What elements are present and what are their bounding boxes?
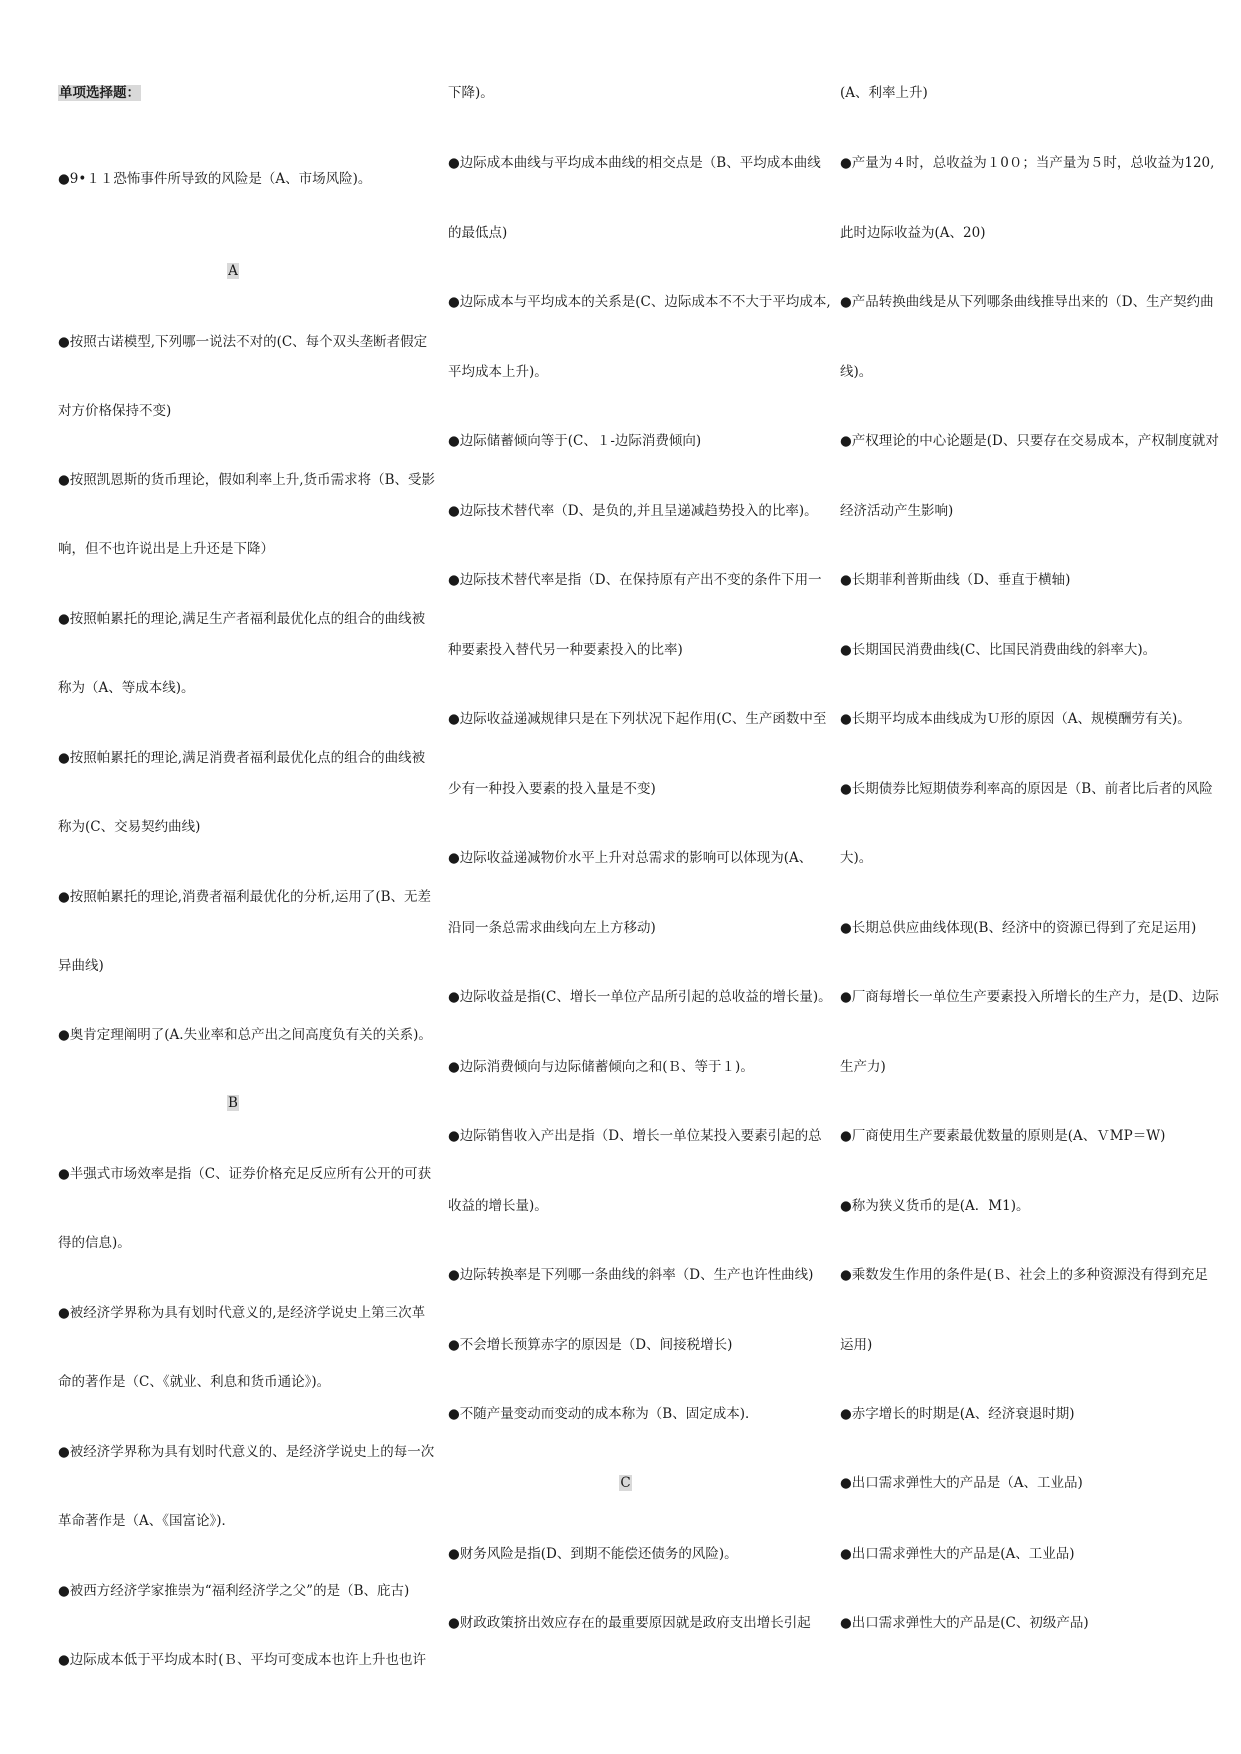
question-line: 称为(C、交易契约曲线): [58, 819, 201, 835]
question-line: ●边际技术替代率（D、是负的,并且呈递减趋势投入的比率)。: [448, 503, 818, 519]
question-line: ●按照帕累托的理论,消费者福利最优化的分析,运用了(B、无差: [58, 889, 432, 905]
question-line: ●被西方经济学家推崇为“福利经济学之父”的是（B、庇古): [58, 1583, 410, 1599]
question-line: ●长期菲利普斯曲线（D、垂直于横轴): [840, 572, 1071, 588]
question-line: 得的信息)。: [58, 1235, 131, 1251]
question-line: ●产品转换曲线是从下列哪条曲线推导出来的（D、生产契约曲: [840, 294, 1214, 310]
question-line: ●财务风险是指(D、到期不能偿还债务的风险)。: [448, 1546, 738, 1562]
section-heading-text: 单项选择题：: [59, 85, 140, 101]
question-line: ●边际成本与平均成本的关系是(C、边际成本不不大于平均成本,: [448, 294, 831, 310]
section-letter: [58, 1094, 408, 1112]
question-line: 此时边际收益为(A、20): [840, 225, 986, 241]
question-line: ●边际销售收入产出是指（D、增长一单位某投入要素引起的总: [448, 1128, 822, 1144]
question-line: ●按照帕累托的理论,满足生产者福利最优化点的组合的曲线被: [58, 611, 426, 627]
question-line: 对方价格保持不变): [58, 403, 172, 419]
question-line: 异曲线): [58, 958, 104, 974]
question-line: 命的著作是（C、《就业、利息和货币通论》)。: [58, 1374, 331, 1390]
question-line: ●产权理论的中心论题是(D、只要存在交易成本，产权制度就对: [840, 433, 1219, 449]
question-line: ●出口需求弹性大的产品是（A、工业品): [840, 1475, 1083, 1491]
question-line: ●厂商使用生产要素最优数量的原则是(A、ＶMP＝W): [840, 1128, 1166, 1144]
question-line: ●出口需求弹性大的产品是(A、工业品): [840, 1546, 1075, 1562]
question-line: ●厂商每增长一单位生产要素投入所增长的生产力，是(D、边际: [840, 989, 1219, 1005]
question-line: ●不会增长预算赤字的原因是（D、间接税增长): [448, 1337, 733, 1353]
question-line: ●边际技术替代率是指（D、在保持原有产出不变的条件下用一: [448, 572, 822, 588]
question-line: ●边际储蓄倾向等于(C、１-边际消费倾向): [448, 433, 702, 449]
question-line: ●乘数发生作用的条件是(Ｂ、社会上的多种资源没有得到充足: [840, 1267, 1209, 1283]
question-line: ●边际成本低于平均成本时(Ｂ、平均可变成本也许上升也也许: [58, 1652, 427, 1668]
question-line: ●按照古诺模型,下列哪一说法不对的(C、每个双头垄断者假定: [58, 334, 428, 350]
question-line: ●奥肯定理阐明了(A.失业率和总产出之间高度负有关的关系)。: [58, 1027, 432, 1043]
question-line: ●边际收益递减规律只是在下列状况下起作用(C、生产函数中至: [448, 711, 827, 727]
question-line: 收益的增长量)。: [448, 1198, 548, 1214]
question-line: 沿同一条总需求曲线向左上方移动): [448, 920, 656, 936]
question-line: ●不随产量变动而变动的成本称为（B、固定成本)．: [448, 1406, 759, 1422]
question-line: ●边际收益是指(C、增长一单位产品所引起的总收益的增长量)。: [448, 989, 832, 1005]
question-line: ●被经济学界称为具有划时代意义的、是经济学说史上的每一次: [58, 1444, 435, 1460]
question-line: 种要素投入替代另一种要素投入的比率): [448, 642, 683, 658]
question-line: 少有一种投入要素的投入量是不变): [448, 781, 656, 797]
question-line: ●称为狭义货币的是(A．M1)。: [840, 1198, 1030, 1214]
question-line: ●长期国民消费曲线(C、比国民消费曲线的斜率大)。: [840, 642, 1157, 658]
question-line: ●边际转换率是下列哪一条曲线的斜率（D、生产也许性曲线): [448, 1267, 814, 1283]
section-letter: [58, 262, 408, 280]
question-line: ●按照帕累托的理论,满足消费者福利最优化点的组合的曲线被: [58, 750, 426, 766]
question-line: 运用): [840, 1337, 873, 1353]
question-line: (A、利率上升): [840, 85, 928, 101]
section-letter-text: C: [620, 1475, 631, 1491]
question-line: ●长期总供应曲线体现(B、经济中的资源已得到了充足运用): [840, 920, 1197, 936]
question-line: 生产力): [840, 1059, 886, 1075]
question-line: ●边际收益递减物价水平上升对总需求的影响可以体现为(A、: [448, 850, 813, 866]
question-line: ●按照凯恩斯的货币理论，假如利率上升,货币需求将（B、受影: [58, 472, 435, 488]
section-heading: [58, 84, 141, 102]
question-line: ●半强式市场效率是指（C、证券价格充足反应所有公开的可获: [58, 1166, 432, 1182]
section-letter-text: A: [228, 263, 238, 279]
question-line: ●产量为４时，总收益为１0０；当产量为５时，总收益为120,: [840, 155, 1215, 171]
question-line: 下降)。: [448, 85, 494, 101]
question-line: 的最低点): [448, 225, 508, 241]
question-line: ●被经济学界称为具有划时代意义的,是经济学说史上第三次革: [58, 1305, 426, 1321]
question-line: ●长期平均成本曲线成为Ｕ形的原因（A、规模酬劳有关)。: [840, 711, 1191, 727]
question-line: 大)。: [840, 850, 873, 866]
question-line: ●出口需求弹性大的产品是(C、初级产品): [840, 1615, 1089, 1631]
question-line: 经济活动产生影响): [840, 503, 954, 519]
question-line: ●边际消费倾向与边际储蓄倾向之和(Ｂ、等于１)。: [448, 1059, 754, 1075]
section-letter: [448, 1474, 803, 1492]
section-letter-text: B: [228, 1095, 238, 1111]
question-line: ●长期债券比短期债券利率高的原因是（B、前者比后者的风险: [840, 781, 1213, 797]
question-line: ●边际成本曲线与平均成本曲线的相交点是（B、平均成本曲线: [448, 155, 821, 171]
question-line: 响，但不也许说出是上升还是下降）: [58, 541, 274, 557]
question-line: ●9•１１恐怖事件所导致的风险是（A、市场风险)。: [58, 171, 372, 187]
question-line: 称为（A、等成本线)。: [58, 680, 195, 696]
question-line: ●财政政策挤出效应存在的最重要原因就是政府支出增长引起: [448, 1615, 811, 1631]
question-line: 平均成本上升)。: [448, 364, 548, 380]
question-line: 线)。: [840, 364, 873, 380]
question-line: ●赤字增长的时期是(A、经济衰退时期): [840, 1406, 1075, 1422]
question-line: 革命著作是（A、《国富论》)．: [58, 1513, 236, 1529]
